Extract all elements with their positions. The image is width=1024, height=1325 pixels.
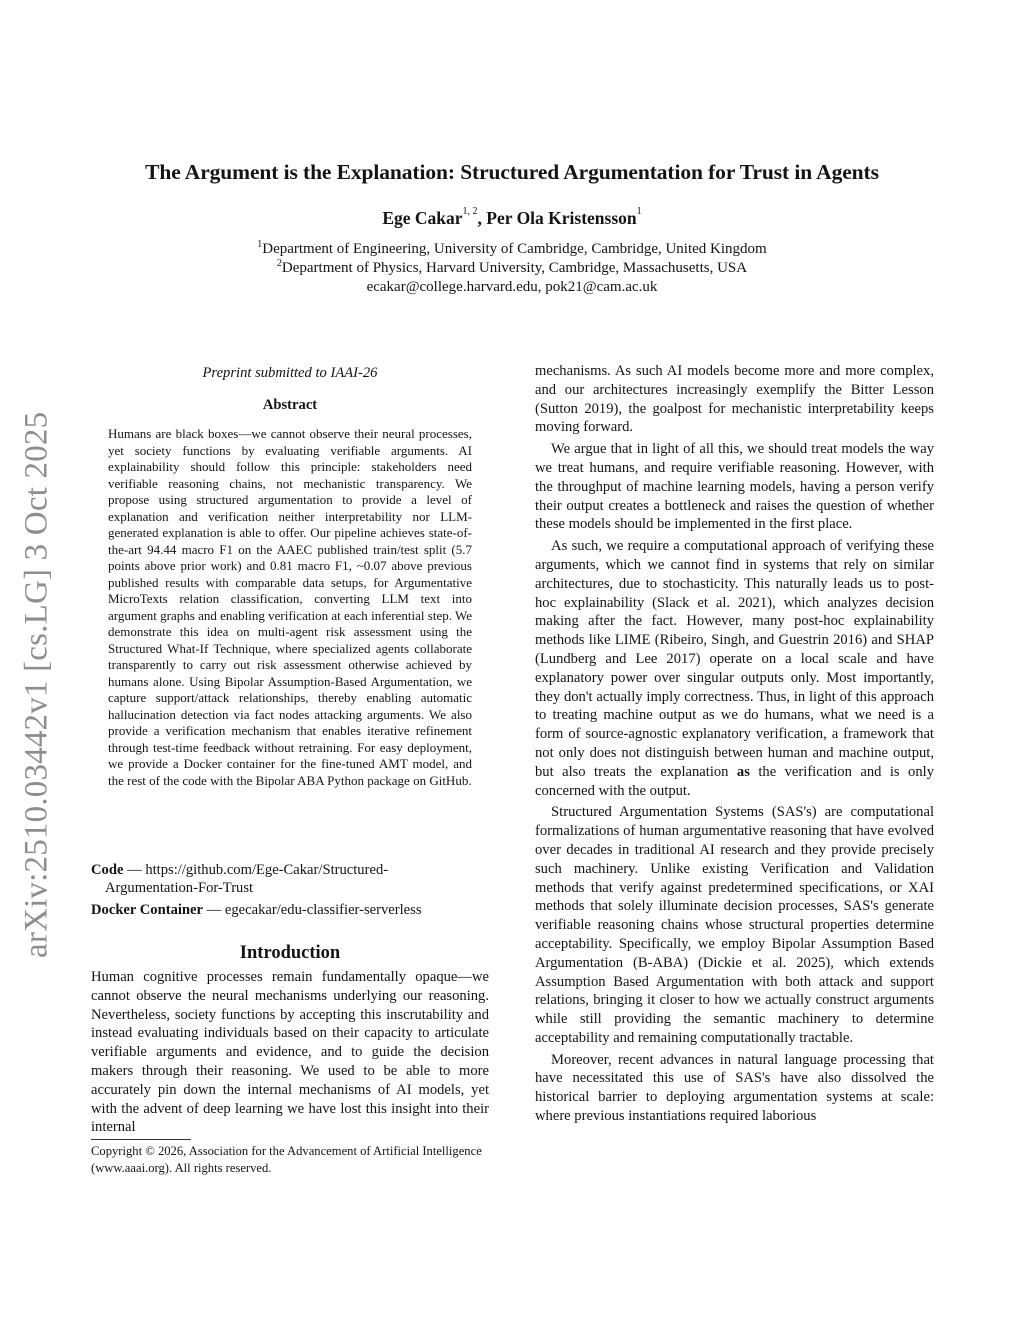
author-name: Per Ola Kristensson (486, 208, 637, 228)
introduction-heading: Introduction (239, 943, 341, 963)
code-link-block (91, 861, 489, 897)
emphasis-as: as (736, 763, 750, 780)
author-emails: ecakar@college.harvard.edu, pok21@cam.ac.uk (366, 279, 658, 295)
affiliation (0, 260, 1024, 277)
body-paragraph-text: As such, we require a computational approach of verifying these arguments, which we cannot find in systems that rely on similar architectures, due to stochasticity. This naturally leads us to post-hoc explainability (Slack et al. 2021), which analyzes decision making after the fact. However, many post-hoc explainability methods like LIME (Ribeiro, Singh, and Guestrin 2016) and SHAP (Lundberg and Lee 2017) operate on a local scale and have explanatory power over singular outputs only. Most importantly, they don't actually imply correctness. Thus, in light of this approach to treating machine output as we do humans, what we need is a form of source-agnostic explanatory verification, a framework that not only does not distinguish between human and machine output, but also treats the explanation (535, 538, 934, 780)
preprint-note: Preprint submitted to IAAI-26 (202, 365, 378, 381)
body-paragraph: Structured Argumentation Systems (SAS's) are computational formalizations of human argumentative reasoning that have evolved over decades in traditional AI research and they provide precisely such machinery. Unlike existing Verification and Validation methods that verify against predetermined specifications, or XAI methods that solely illuminate decision processes, SAS's generate verifiable reasoning chains whose structural properties determine acceptability. Specifically, we employ Bipolar Assumption Based Argumentation (B-ABA) (Dickie et al. 2025), which extends Assumption Based Argumentation with both attack and support relations, bringing it closer to how we actually construct arguments while still providing the semantic machinery to determine acceptability and remaining computationally tractable. (535, 804, 934, 1046)
abstract-text: Humans are black boxes—we cannot observe their neural processes, yet society functions by evaluating verifiable arguments. AI explainability should follow this principle: stakeholders need verifiable reasoning chains, not mechanistic transparency. We propose using structured argumentation to provide a level of explanation and verification neither interpretability nor LLM-generated explanation is able to offer. Our pipeline achieves state-of-the-art 94.44 macro F1 on the AAEC published train/test split (5.7 points above prior work) and 0.81 macro F1, ~0.07 above previous published results with comparable data setups, for Argumentative MicroTexts relation classification, converting LLM text into argument graphs and enabling verification at each inferential step. We demonstrate this idea on multi-agent risk assessment using the Structured What-If Technique, where specialized agents collaborate transparently to carry out risk assessment otherwise achieved by humans alone. Using Bipolar Assumption-Based Argumentation, we capture support/attack relationships, thereby enabling automatic hallucination detection via fact nodes attacking arguments. We also provide a verification mechanism that enables iterative refinement through test-time feedback without retraining. For easy deployment, we provide a Docker container for the fine-tuned AMT model, and the rest of the code with the Bipolar ABA Python package on GitHub. (108, 426, 472, 788)
docker-label: Docker Container (91, 902, 204, 918)
docker-image-name: egecakar/edu-classifier-serverless (224, 902, 422, 918)
code-url[interactable]: https://github.com/Ege-Cakar/Structured- (145, 862, 389, 878)
author-list (0, 208, 1024, 229)
affiliation-text: Department of Engineering, University of Cambridge, Cambridge, United Kingdom (262, 241, 767, 257)
arxiv-identifier: arXiv:2510.03442v1 [cs.LG] 3 Oct 2025 (18, 411, 55, 958)
left-column-body (91, 968, 489, 1137)
code-label: Code (91, 862, 124, 878)
affiliation-number: 1 (257, 239, 263, 250)
body-paragraph: We argue that in light of all this, we should treat models the way we treat humans, and require verifiable reasoning. However, with the throughput of machine learning models, having a person verify their output creates a bottleneck and raises the question of whether these models should be implemented in the first place. (535, 441, 934, 533)
code-dash: — (123, 862, 146, 878)
affiliation-text: Department of Physics, Harvard University, Cambridge, Massachusetts, USA (281, 260, 748, 276)
affiliation (0, 241, 1024, 258)
body-paragraph-text: the verification and is only concerned with the output. (535, 763, 934, 799)
footnote-rule (91, 1139, 191, 1140)
paper-title: The Argument is the Explanation: Structured Argumentation for Trust in Agents (145, 160, 879, 184)
author-affiliation-mark: 1 (636, 206, 642, 217)
copyright-footnote: Copyright © 2026, Association for the Advancement of Artificial Intelligence (www.aaai.org). All rights reserved. (91, 1144, 482, 1175)
docker-block (91, 901, 489, 919)
body-paragraph: mechanisms. As such AI models become more and more complex, and our architectures increasingly exemplify the Bitter Lesson (Sutton 2019), the goalpost for mechanistic interpretability keeps moving forward. (535, 363, 934, 436)
docker-dash: — (203, 902, 225, 918)
abstract-heading: Abstract (262, 397, 318, 413)
intro-paragraph: Human cognitive processes remain fundamentally opaque—we cannot observe the neural mechanisms underlying our reasoning. Nevertheless, society functions by accepting this inscrutability and instead evaluating individuals based on their capacity to articulate verifiable arguments and evidence, and to guide the decision makers through their reasoning. We used to be able to more accurately pin down the internal mechanisms of AI models, yet with the advent of deep learning we have lost this insight into their internal (91, 969, 489, 1136)
body-paragraph (535, 537, 934, 800)
affiliation-number: 2 (276, 258, 282, 269)
author-name: Ege Cakar (382, 208, 463, 228)
code-url-continuation[interactable]: Argumentation-For-Trust (105, 880, 254, 896)
body-paragraph: Moreover, recent advances in natural language processing that have necessitated this use of SAS's have also dissolved the historical barrier to deploying argumentation systems at scale: where previous instantiations required laborious (535, 1051, 934, 1125)
right-column-body (535, 362, 934, 1126)
author-affiliation-mark: 1, 2 (462, 206, 478, 217)
author-separator: , (477, 208, 487, 228)
